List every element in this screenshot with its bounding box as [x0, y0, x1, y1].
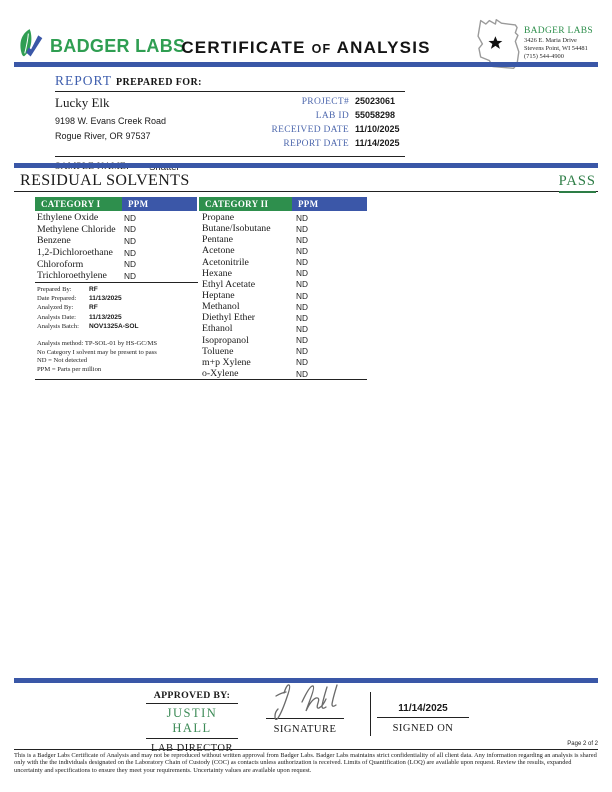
note-pass-criteria: No Category I solvent may be present to pass	[37, 348, 157, 356]
client-name: Lucky Elk	[55, 95, 110, 110]
category2-header: CATEGORY II	[199, 197, 292, 211]
table-row: Ethylene Oxide ND	[37, 212, 136, 224]
note-nd: ND = Not detected	[37, 357, 88, 365]
table-row: Propane ND	[202, 212, 308, 224]
ppm1-header: PPM	[122, 197, 197, 211]
received-date-value: 11/10/2025	[355, 124, 400, 134]
meta-row-labid	[227, 109, 405, 123]
table-row: Ethyl Acetate ND	[202, 278, 308, 290]
lab-phone: (715) 544-4900	[524, 53, 564, 60]
page-number: Page 2 of 2	[567, 741, 598, 747]
table-bottom-rule	[35, 379, 367, 380]
approved-by-column	[146, 690, 238, 754]
table-row: Toluene ND	[202, 345, 308, 357]
meta-row-report-date	[227, 137, 405, 151]
page-title: CERTIFICATE OF ANALYSIS	[181, 38, 431, 57]
signature-column	[246, 690, 364, 735]
table-row: Acetone ND	[202, 245, 308, 257]
solvents-table-header	[35, 197, 367, 211]
table-row: Isopropanol ND	[202, 334, 308, 346]
project-value: 25023061	[355, 96, 396, 106]
report-heading	[55, 72, 405, 92]
lab-name: BADGER LABS	[524, 26, 594, 36]
table-row: o-Xylene ND	[202, 368, 308, 380]
footer-disclaimer: This is a Badger Labs Certificate of Analysis and may not be reproduced without written approval from Badger Labs. Badger Labs maintains strict confidentiality of all client data. Any information regarding an analysis is shared only with the the individuals designated on the Laboratory Chain of Custody (COC) as contacts unless authorization is received. Limits of Quantification (LOQ) are available upon request. Review the results, expanded uncertainty and specifications to ensure they meet your requirements. Uncertainty values are available upon request.	[14, 749, 598, 775]
project-label: PROJECT#	[301, 97, 349, 107]
client-address-line1: 9198 W. Evans Creek Road	[55, 116, 167, 126]
logo-wordmark: BADGER LABS	[50, 35, 186, 56]
report-meta	[227, 95, 405, 151]
lab-address-line1: 3426 E. Maria Drive	[524, 37, 577, 44]
approval-block	[146, 690, 469, 754]
table-row: Heptane ND	[202, 290, 308, 302]
approver-name: JUSTIN HALL	[146, 704, 238, 739]
analysis-field: Analysis Batch: NOV1325A-SOL	[37, 322, 139, 330]
category1-header: CATEGORY I	[35, 197, 122, 211]
category2-rows	[198, 212, 367, 379]
analysis-notes	[37, 340, 207, 374]
client-info	[55, 95, 166, 151]
signature-image	[264, 680, 352, 725]
analysis-field: Analysis Date: 11/13/2025	[37, 313, 122, 321]
table-row: m+p Xylene ND	[202, 356, 308, 368]
ppm2-header: PPM	[292, 197, 367, 211]
category1-rows	[35, 212, 198, 283]
section-divider-bar	[14, 163, 598, 168]
table-row: Chloroform ND	[37, 258, 136, 270]
note-ppm: PPM = Parts per million	[37, 365, 102, 373]
note-method: Analysis method: TP-SOL-01 by HS-GC/MS	[37, 339, 158, 347]
residual-solvents-heading	[14, 172, 598, 192]
signed-on-column	[377, 690, 469, 734]
client-address-line2: Rogue River, OR 97537	[55, 131, 151, 141]
labid-label: LAB ID	[315, 111, 349, 121]
section-title: RESIDUAL SOLVENTS	[20, 172, 190, 189]
analysis-field: Date Prepared: 11/13/2025	[37, 295, 122, 303]
analysis-details	[37, 286, 207, 374]
table-row: Benzene ND	[37, 235, 136, 247]
analysis-field: Prepared By: RF	[37, 286, 98, 293]
signed-on-label: SIGNED ON	[392, 723, 454, 734]
approved-by-label: APPROVED BY:	[146, 690, 238, 704]
table-row: Methanol ND	[202, 301, 308, 313]
report-label: REPORT	[55, 73, 112, 88]
received-date-label: RECEIVED DATE	[271, 125, 349, 135]
table-row: Butane/Isobutane ND	[202, 223, 308, 235]
header-divider-bar	[14, 62, 598, 67]
report-info-block	[55, 72, 405, 173]
pass-badge: PASS	[559, 173, 596, 193]
labid-value: 55058298	[355, 110, 396, 120]
meta-row-received	[227, 123, 405, 137]
report-date-label: REPORT DATE	[283, 139, 349, 149]
table-row: Trichloroethylene ND	[37, 270, 136, 282]
approver-title: LAB DIRECTOR	[151, 743, 233, 754]
report-date-value: 11/14/2025	[355, 138, 400, 148]
table-row: Ethanol ND	[202, 323, 308, 335]
table-row: Acetonitrile ND	[202, 256, 308, 268]
approval-vertical-divider	[370, 692, 371, 736]
table-row: Methylene Chloride ND	[37, 223, 136, 235]
signed-date: 11/14/2025	[398, 703, 448, 714]
analysis-field: Analyzed By: RF	[37, 304, 98, 312]
prepared-for-label: PREPARED FOR:	[115, 77, 202, 88]
meta-row-project	[227, 95, 405, 109]
leaf-swoosh-icon	[18, 28, 45, 64]
lab-address-line2: Stevens Point, WI 54481	[524, 45, 588, 52]
signature-label: SIGNATURE	[273, 724, 337, 735]
table-row: Diethyl Ether ND	[202, 312, 308, 324]
table-row: Pentane ND	[202, 234, 308, 246]
table-row: Hexane ND	[202, 267, 308, 279]
table-row: 1,2-Dichloroethane ND	[37, 247, 136, 259]
